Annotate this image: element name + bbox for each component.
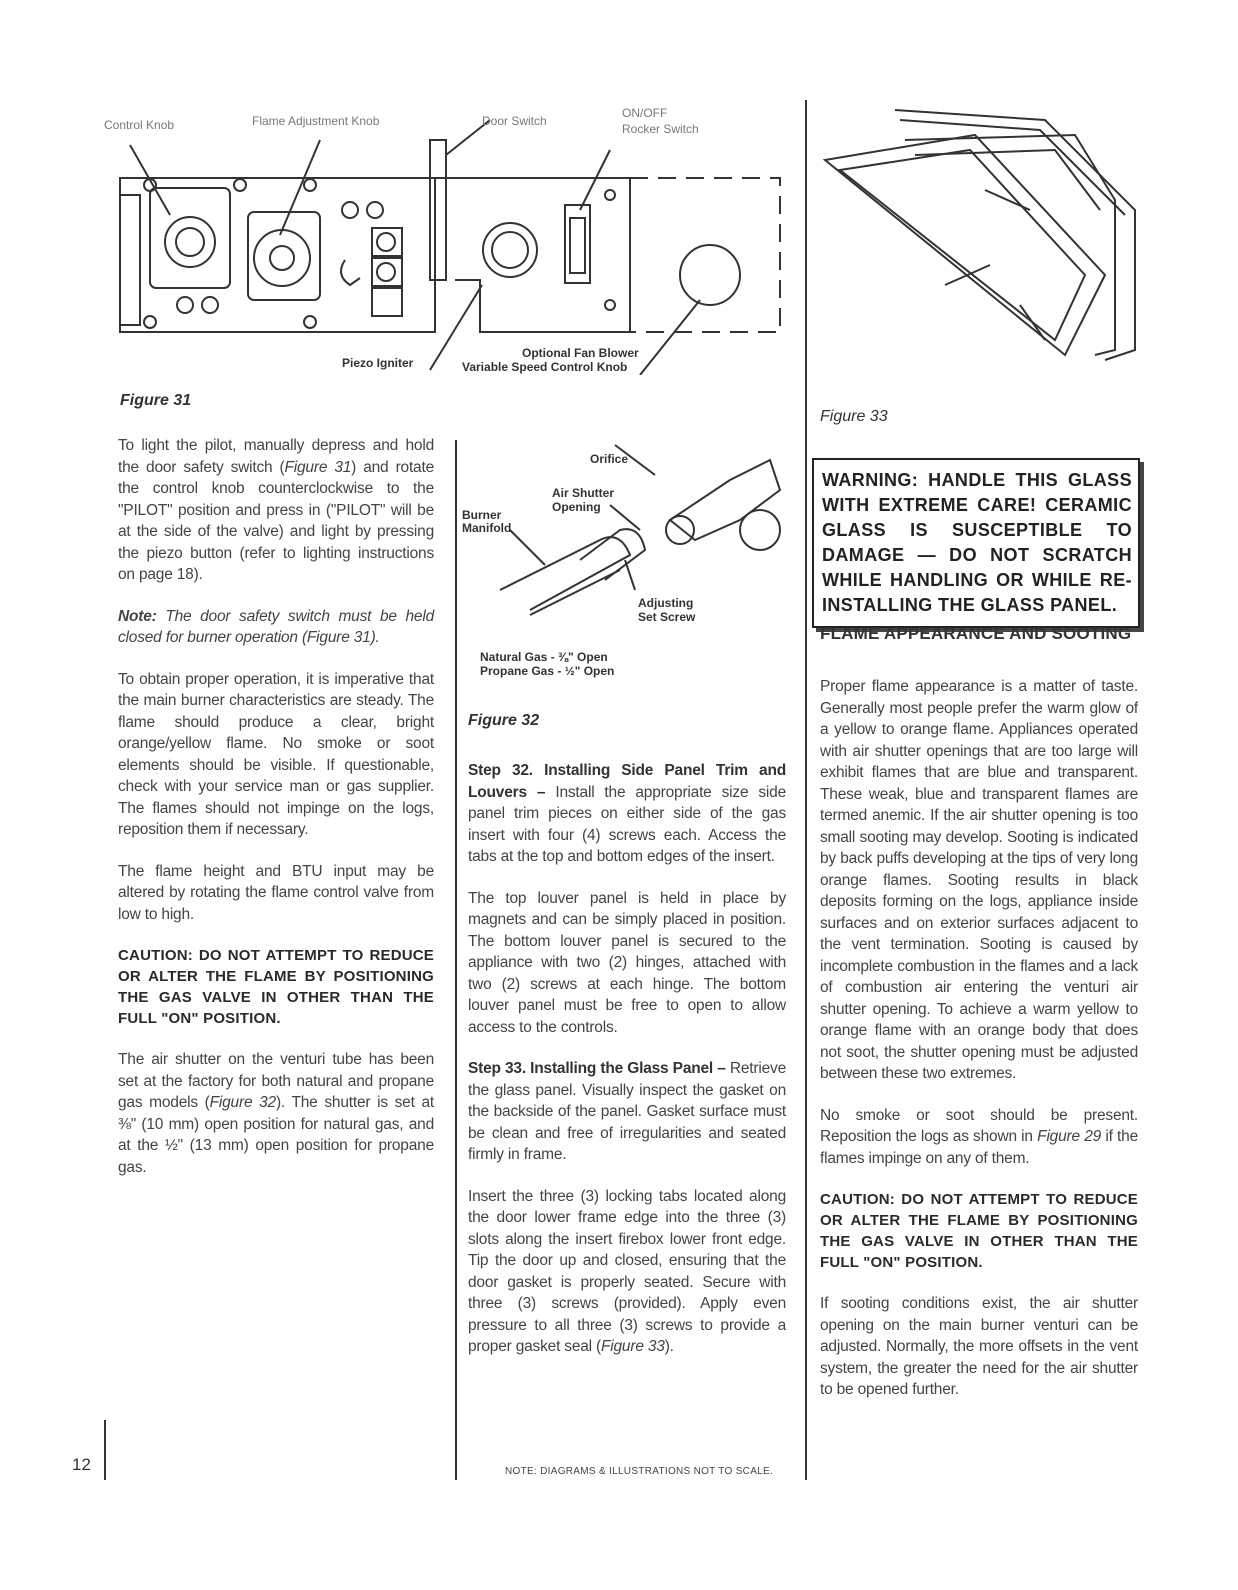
column-rule-middle xyxy=(455,440,457,1480)
glass-warning-box: WARNING: HANDLE THIS GLASS WITH EXTREME CARE! CERAMIC GLASS IS SUSCEPTIBLE TO DAMAGE — DO NOT SCRATCH WHILE HANDLING OR WHILE RE-INSTALLING THE GLASS PANEL. xyxy=(812,458,1140,628)
column-rule-right xyxy=(805,100,807,1480)
orifice-label: Orifice xyxy=(590,452,629,466)
variable-speed-control-knob-label: Variable Speed Control Knob xyxy=(462,360,628,374)
louver-paragraph: The top louver panel is held in place by magnets and can be simply placed in position. The bottom louver panel is secured to the appliance with two (2) hinges, attached with two (2) screws at each hinge. The bottom louver panel must be free to open to allow access to the controls. xyxy=(468,889,786,1036)
flame-taste-paragraph: Proper flame appearance is a matter of taste. Generally most people prefer the warm glow of a yellow to orange flame. Appliances operated with air shutter openings that are too large will exhibit flames that are blue and transparent. These weak, blue and transparent flames are termed anemic. If the air shutter opening is too small sooting may develop. Sooting is indicated by back puffs developing at the tips of very long orange flames. Sooting results in black deposits forming on the logs, appliance inside surfaces and on exterior surfaces adjacent to the vent termination. Sooting is caused by incomplete combustion in the flames and a lack of combustion air entering the venturi air shutter opening. To achieve a warm yellow to orange flame with an orange body that does not soot, the shutter opening must be adjusted between these two extremes. xyxy=(820,678,1138,1082)
caution-column-1: CAUTION: DO NOT ATTEMPT TO REDUCE OR ALTER THE FLAME BY POSITIONING THE GAS VALVE IN OTHER THAN THE FULL "ON" POSITION. xyxy=(118,947,434,1027)
set-screw-label: Set Screw xyxy=(638,610,696,624)
flame-appearance-heading: FLAME APPEARANCE AND SOOTING xyxy=(820,624,1132,643)
step-32-paragraph: Step 32. Installing Side Panel Trim and Louvers – Install the appropriate size side panel trim pieces on either side of the gas insert with four (4) screws each. Access the tabs at the top and bottom edges of the insert. xyxy=(468,762,787,865)
on-off-label: ON/OFF xyxy=(622,106,668,120)
note-paragraph: Note: The door safety switch must be held closed for burner operation (Figure 31). xyxy=(118,607,434,646)
figure-31 xyxy=(104,100,800,400)
figure-32-caption: Figure 32 xyxy=(468,712,540,729)
flame-height-paragraph: The flame height and BTU input may be altered by rotating the flame control valve from low to high. xyxy=(118,862,434,923)
step-33-paragraph: Step 33. Installing the Glass Panel – Retrieve the glass panel. Visually inspect the gasket on the backside of the panel. Gasket surface must be clean and free of irregularities and seated firmly in frame. xyxy=(468,1060,787,1163)
caution-column-3: CAUTION: DO NOT ATTEMPT TO REDUCE OR ALTER THE FLAME BY POSITIONING THE GAS VALVE IN OTHER THAN THE FULL "ON" POSITION. xyxy=(820,1191,1138,1271)
manifold-label: Manifold xyxy=(462,521,512,535)
smoke-soot-paragraph: No smoke or soot should be present. Reposition the logs as shown in Figure 29 if the flames impinge on any of them. xyxy=(820,1106,1139,1167)
optional-fan-blower-label: Optional Fan Blower xyxy=(522,346,639,360)
adjusting-label: Adjusting xyxy=(638,596,694,610)
door-switch-label: Door Switch xyxy=(482,114,547,128)
rocker-switch-label: Rocker Switch xyxy=(622,122,699,136)
flame-adjustment-knob-label: Flame Adjustment Knob xyxy=(252,114,380,128)
figure-33 xyxy=(815,100,1145,370)
propane-gas-label: Propane Gas - ½" Open xyxy=(480,664,615,678)
glass-panel-diagram xyxy=(815,100,1145,370)
air-shutter-paragraph: The air shutter on the venturi tube has been set at the factory for both natural and propane gas models (Figure 32). The shutter is set at ⅜" (10 mm) open position for natural gas, and at the ½" (13 mm) open position for propane gas. xyxy=(118,1051,434,1176)
air-shutter-label: Air Shutter xyxy=(552,486,615,500)
figure-32 xyxy=(462,420,790,690)
page-number: 12 xyxy=(72,1455,91,1474)
control-panel-diagram xyxy=(110,100,800,375)
sooting-conditions-paragraph: If sooting conditions exist, the air shutter opening on the main burner venturi can be adjusted. Normally, the more offsets in the vent system, the greater the need for the air shutter to be opened further. xyxy=(820,1295,1138,1398)
pilot-lighting-paragraph: To light the pilot, manually depress and hold the door safety switch (Figure 31) and rotate the control knob counterclockwise to the "PILOT" position and press in ("PILOT" will be at the side of the valve) and light by pressing the piezo button (refer to lighting instructions on page 18). xyxy=(118,437,435,583)
column-2 xyxy=(468,760,786,1378)
burner-label: Burner xyxy=(462,508,502,522)
column-rule-left xyxy=(104,1420,106,1480)
proper-operation-paragraph: To obtain proper operation, it is imperative that the main burner characteristics are steady. The flame should produce a clear, bright orange/yellow flame. No smoke or soot elements should be visible. If questionable, check with your service man or gas supplier. The flames should not impinge on the logs, reposition them if necessary. xyxy=(118,670,434,838)
figure-33-caption: Figure 33 xyxy=(820,408,888,425)
column-1 xyxy=(118,435,434,1198)
opening-label: Opening xyxy=(552,500,601,514)
footer-note: NOTE: DIAGRAMS & ILLUSTRATIONS NOT TO SCALE. xyxy=(505,1466,774,1477)
locking-tabs-paragraph: Insert the three (3) locking tabs located along the door lower frame edge into the three (3) slots along the insert firebox lower front edge. Tip the door up and closed, ensuring that the door gasket is properly seated. Secure with three (3) screws (provided). Apply even pressure to all three (3) screws to provide a proper gasket seal (Figure 33). xyxy=(468,1187,786,1355)
control-knob-label: Control Knob xyxy=(104,118,175,132)
column-3 xyxy=(820,676,1138,1421)
burner-orifice-diagram xyxy=(470,420,790,640)
natural-gas-label: Natural Gas - ⅜" Open xyxy=(480,650,608,664)
piezo-igniter-label: Piezo Igniter xyxy=(342,356,414,370)
figure-31-caption: Figure 31 xyxy=(120,392,192,409)
